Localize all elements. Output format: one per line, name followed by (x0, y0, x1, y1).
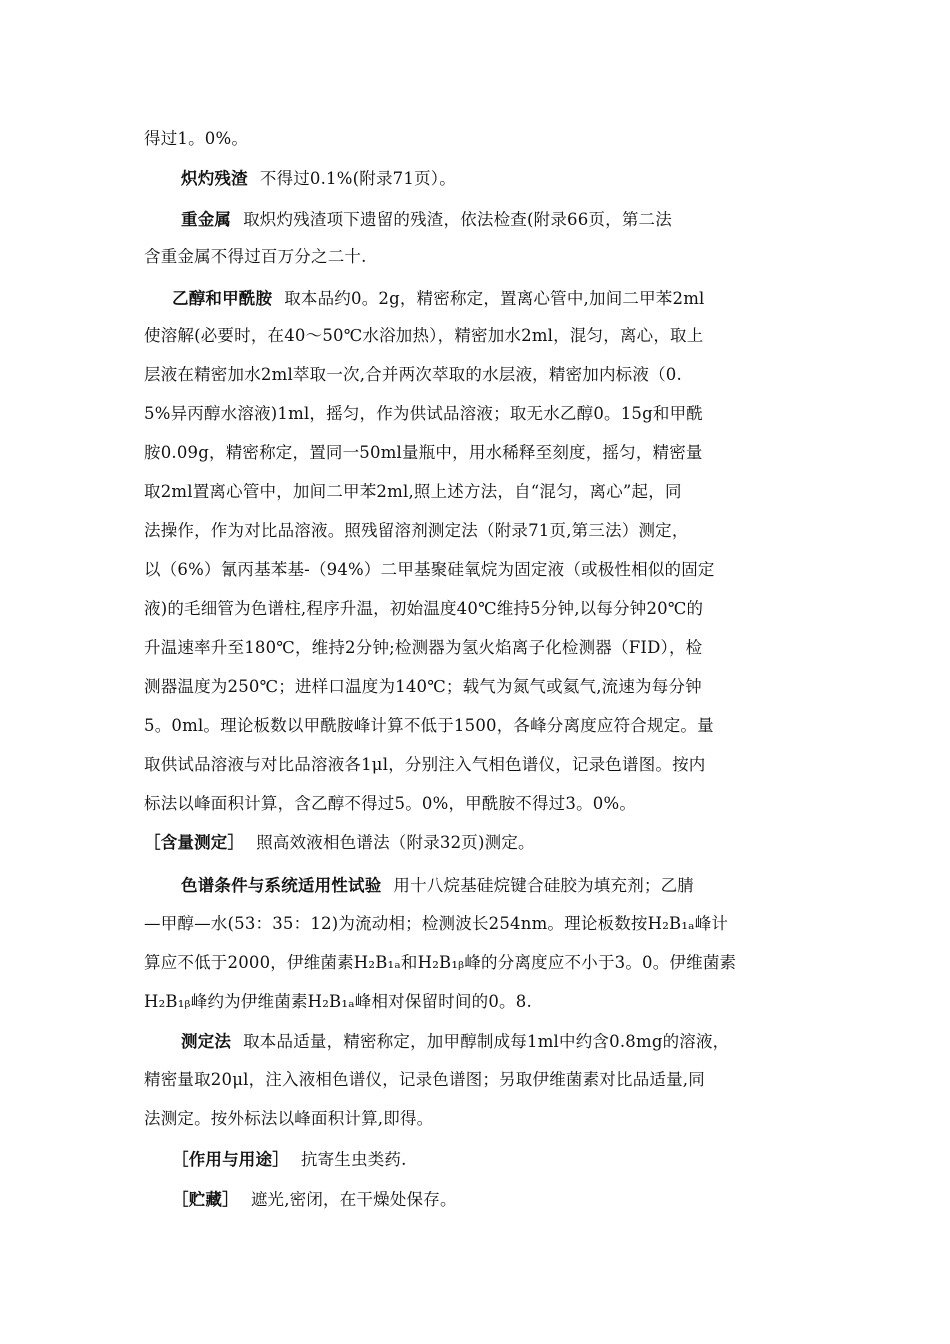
text-line (144, 558, 715, 582)
section-heading: 色谱条件与系统适用性试验 (181, 876, 382, 895)
line-text: 5%异丙醇水溶液)1ml，摇匀，作为供试品溶液；取无水乙醇0。15g和甲酰 (144, 404, 703, 423)
text-line (144, 597, 703, 621)
text-line (144, 441, 703, 465)
line-text: 测器温度为250℃；进样口温度为140℃；载气为氮气或氦气,流速为每分钟 (144, 677, 702, 696)
text-line (144, 127, 248, 151)
line-text: 层液在精密加水2ml萃取一次,合并两次萃取的水层液，精密加内标液（0. (144, 365, 682, 384)
text-line (144, 363, 682, 387)
text-line (144, 324, 703, 348)
section-heavy-metals (181, 208, 672, 232)
text-line (144, 1107, 433, 1131)
line-text: 液)的毛细管为色谱柱,程序升温，初始温度40℃维持5分钟,以每分钟20℃的 (144, 599, 704, 618)
section-heading: ［作用与用途］ (172, 1150, 289, 1169)
line-text: 不得过0.1%(附录71页）。 (259, 169, 456, 188)
line-text: 用十八烷基硅烷键合硅胶为填充剂；乙腈 (393, 876, 695, 895)
line-text: 取供试品溶液与对比品溶液各1μl，分别注入气相色谱仪，记录色谱图。按内 (144, 755, 706, 774)
line-text: 精密量取20μl，注入液相色谱仪，记录色谱图；另取伊维菌素对比品适量,同 (144, 1070, 705, 1089)
line-text: 使溶解(必要时，在40～50℃水浴加热），精密加水2ml，混匀，离心，取上 (144, 326, 704, 345)
section-heading: ［含量测定］ (144, 833, 245, 852)
line-text: 胺0.09g，精密称定，置同一50ml量瓶中，用水稀释至刻度，摇匀，精密量 (144, 443, 703, 462)
line-text: 取本品约0。2g，精密称定，置离心管中,加间二甲苯2ml (284, 289, 705, 308)
line-text: 含重金属不得过百万分之二十. (144, 247, 367, 266)
line-text: H₂B₁ᵦ峰约为伊维菌素H₂B₁ₐ峰相对保留时间的0。8. (144, 992, 532, 1011)
text-line (144, 519, 689, 543)
line-text: 取炽灼残渣项下遗留的残渣，依法检查(附录66页，第二法 (243, 210, 672, 229)
text-line (144, 714, 714, 738)
section-chromatographic-conditions (181, 874, 694, 898)
text-line (144, 951, 736, 975)
line-text: 遮光,密闭，在干燥处保存。 (250, 1190, 457, 1209)
line-text: 得过1。0%。 (144, 129, 249, 148)
section-assay (144, 831, 535, 855)
text-line (144, 402, 703, 426)
line-text: 以（6%）氰丙基苯基-（94%）二甲基聚硅氧烷为固定液（或极性相似的固定 (144, 560, 715, 579)
line-text: 抗寄生虫类药. (300, 1150, 407, 1169)
line-text: 取2ml置离心管中，加间二甲苯2ml,照上述方法，自“混匀，离心”起，同 (144, 482, 682, 501)
text-line (144, 912, 728, 936)
section-procedure (181, 1030, 729, 1054)
line-text: 升温速率升至180℃，维持2分钟;检测器为氢火焰离子化检测器（FID），检 (144, 638, 703, 657)
line-text: 照高效液相色谱法（附录32页)测定。 (256, 833, 535, 852)
section-heading: 乙醇和甲酰胺 (172, 289, 273, 308)
text-line (144, 990, 532, 1014)
section-ethanol-formamide (172, 287, 705, 311)
line-text: 取本品适量，精密称定，加甲醇制成每1ml中约含0.8mg的溶液， (243, 1032, 730, 1051)
section-action-and-use (172, 1148, 407, 1172)
text-line (144, 792, 636, 816)
line-text: 标法以峰面积计算，含乙醇不得过5。0%，甲酰胺不得过3。0%。 (144, 794, 637, 813)
section-heading: 炽灼残渣 (181, 169, 248, 188)
text-line (144, 753, 706, 777)
section-residue-on-ignition (181, 167, 456, 191)
line-text: 法测定。按外标法以峰面积计算,即得。 (144, 1109, 434, 1128)
line-text: 算应不低于2000，伊维菌素H₂B₁ₐ和H₂B₁ᵦ峰的分离度应不小于3。0。伊维菌素 (144, 953, 737, 972)
text-line (144, 675, 702, 699)
text-line (144, 480, 682, 504)
section-heading: ［贮藏］ (172, 1190, 239, 1209)
section-heading: 测定法 (181, 1032, 232, 1051)
text-line (144, 636, 702, 660)
text-line (144, 245, 367, 269)
section-storage (172, 1188, 457, 1212)
section-heading: 重金属 (181, 210, 232, 229)
line-text: 法操作，作为对比品溶液。照残留溶剂测定法（附录71页,第三法）测定， (144, 521, 689, 540)
line-text: —甲醇—水(53：35：12)为流动相；检测波长254nm。理论板数按H₂B₁ₐ峰计 (144, 914, 729, 933)
line-text: 5。0ml。理论板数以甲酰胺峰计算不低于1500，各峰分离度应符合规定。量 (144, 716, 714, 735)
text-line (144, 1068, 705, 1092)
